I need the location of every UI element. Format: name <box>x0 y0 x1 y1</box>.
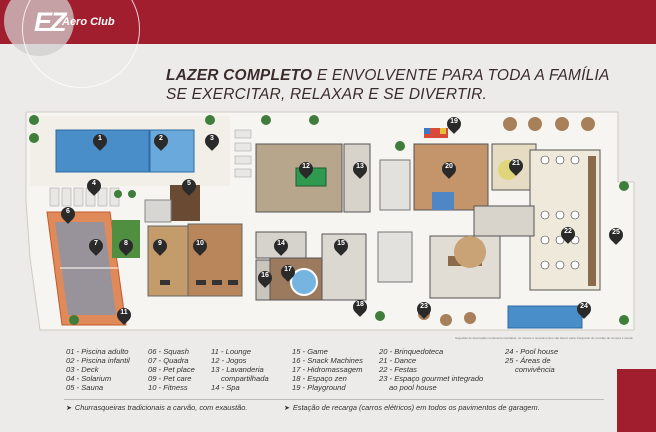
logo-subtitle: Aero Club <box>62 16 115 28</box>
note-bbq-text: Churrasqueiras tradicionais a carvão, com exaustão. <box>74 403 248 412</box>
legend-item: 15 - Game <box>292 347 328 356</box>
marker-11[interactable]: 11 <box>117 308 132 323</box>
legend-item: 07 - Quadra <box>148 355 189 365</box>
note-charging <box>284 403 540 412</box>
marker-19[interactable]: 19 <box>447 117 462 132</box>
legend-item: 16 - Snack Machines <box>292 355 363 365</box>
marker-9[interactable]: 9 <box>153 239 168 254</box>
marker-8[interactable]: 8 <box>119 239 134 254</box>
marker-2[interactable]: 2 <box>154 134 169 149</box>
note-charging-text: Estação de recarga (carros elétricos) em todos os pavimentos de garagem. <box>292 403 540 412</box>
legend-item: 18 - Espaço zen <box>292 373 347 383</box>
squash-room <box>145 200 171 222</box>
legend-col-4 <box>292 348 363 393</box>
legend-item: 20 - Brinquedoteca <box>379 347 444 356</box>
arrow-icon: ➤ <box>284 405 290 412</box>
marker-3[interactable]: 3 <box>205 134 220 149</box>
headline-line1: E ENVOLVENTE PARA TODA A FAMÍLIA <box>312 67 610 84</box>
legend-item: 09 - Pet care <box>148 373 192 383</box>
marker-12[interactable]: 12 <box>299 162 314 177</box>
legend-item: 22 - Festas <box>379 364 417 374</box>
legend-col-5 <box>379 348 483 393</box>
legend-item: 11 - Lounge <box>211 347 251 356</box>
marker-21[interactable]: 21 <box>509 159 524 174</box>
headline-line2: SE EXERCITAR, RELAXAR E SE DIVERTIR. <box>166 86 488 103</box>
legend-item: 21 - Dance <box>379 355 417 365</box>
laundry-room <box>344 144 370 212</box>
legend-item: 01 - Piscina adulto <box>66 347 129 356</box>
legend-item: 12 - Jogos <box>211 355 247 365</box>
marker-10[interactable]: 10 <box>193 239 208 254</box>
legend-col-3 <box>211 348 269 393</box>
kitchen-block <box>474 206 534 236</box>
legend-item: 23 - Espaço gourmet integrado <box>379 373 484 383</box>
legend-item: 10 - Fitness <box>148 382 188 392</box>
marker-16[interactable]: 16 <box>258 271 273 286</box>
marker-25[interactable]: 25 <box>609 228 624 243</box>
legend-item: 06 - Squash <box>148 347 189 356</box>
party-counter <box>588 156 596 286</box>
legend-divider <box>64 399 604 400</box>
marker-15[interactable]: 15 <box>334 239 349 254</box>
legend-col-6 <box>505 348 558 375</box>
marker-22[interactable]: 22 <box>561 227 576 242</box>
legend-item: 14 - Spa <box>211 382 240 392</box>
marker-5[interactable]: 5 <box>182 179 197 194</box>
marker-23[interactable]: 23 <box>417 302 432 317</box>
legend-item: 05 - Sauna <box>66 382 104 392</box>
gourmet-round-table <box>454 236 486 268</box>
legend-item: ao pool house <box>389 382 437 392</box>
pet-care-room <box>148 226 188 296</box>
note-bbq <box>66 403 247 412</box>
legend-item: 03 - Deck <box>66 364 99 374</box>
marker-18[interactable]: 18 <box>353 300 368 315</box>
marker-4[interactable]: 4 <box>87 179 102 194</box>
legend-item: 02 - Piscina infantil <box>66 355 130 365</box>
pool-house-pool <box>508 306 582 328</box>
legend-item: 19 - Playground <box>292 382 346 392</box>
legend-item: 04 - Solarium <box>66 373 112 383</box>
marker-14[interactable]: 14 <box>274 239 289 254</box>
marker-24[interactable]: 24 <box>577 302 592 317</box>
legend-item: 25 - Áreas de <box>505 355 551 365</box>
arrow-icon: ➤ <box>66 405 72 412</box>
playground <box>424 128 448 138</box>
legend-col-1 <box>66 348 130 393</box>
legend-item: 24 - Pool house <box>505 347 559 356</box>
core-stairs <box>380 160 410 210</box>
legend-item: convivência <box>515 364 555 374</box>
marker-7[interactable]: 7 <box>89 239 104 254</box>
legend-item: compartilhada <box>221 373 269 383</box>
marker-1[interactable]: 1 <box>93 134 108 149</box>
headline-bold: LAZER COMPLETO <box>166 67 313 84</box>
marker-13[interactable]: 13 <box>353 162 368 177</box>
logo-mark: EZ <box>34 7 65 37</box>
legend-item: 08 - Pet place <box>148 364 195 374</box>
marker-20[interactable]: 20 <box>442 162 457 177</box>
legend-item: 13 - Lavanderia <box>211 364 264 374</box>
legend-item: 17 - Hidromassagem <box>292 364 363 374</box>
disclaimer: Sugestão de decoração meramente ilustrativa, os móveis e revestimentos não fazem parte integrante do contrato de compra e venda. <box>455 336 634 340</box>
marker-6[interactable]: 6 <box>61 207 76 222</box>
marker-17[interactable]: 17 <box>281 265 296 280</box>
fitness-room <box>188 224 242 296</box>
core-elevators <box>378 232 412 282</box>
toy-mat <box>432 192 454 210</box>
legend-col-2 <box>148 348 195 393</box>
corner-accent <box>617 369 656 432</box>
